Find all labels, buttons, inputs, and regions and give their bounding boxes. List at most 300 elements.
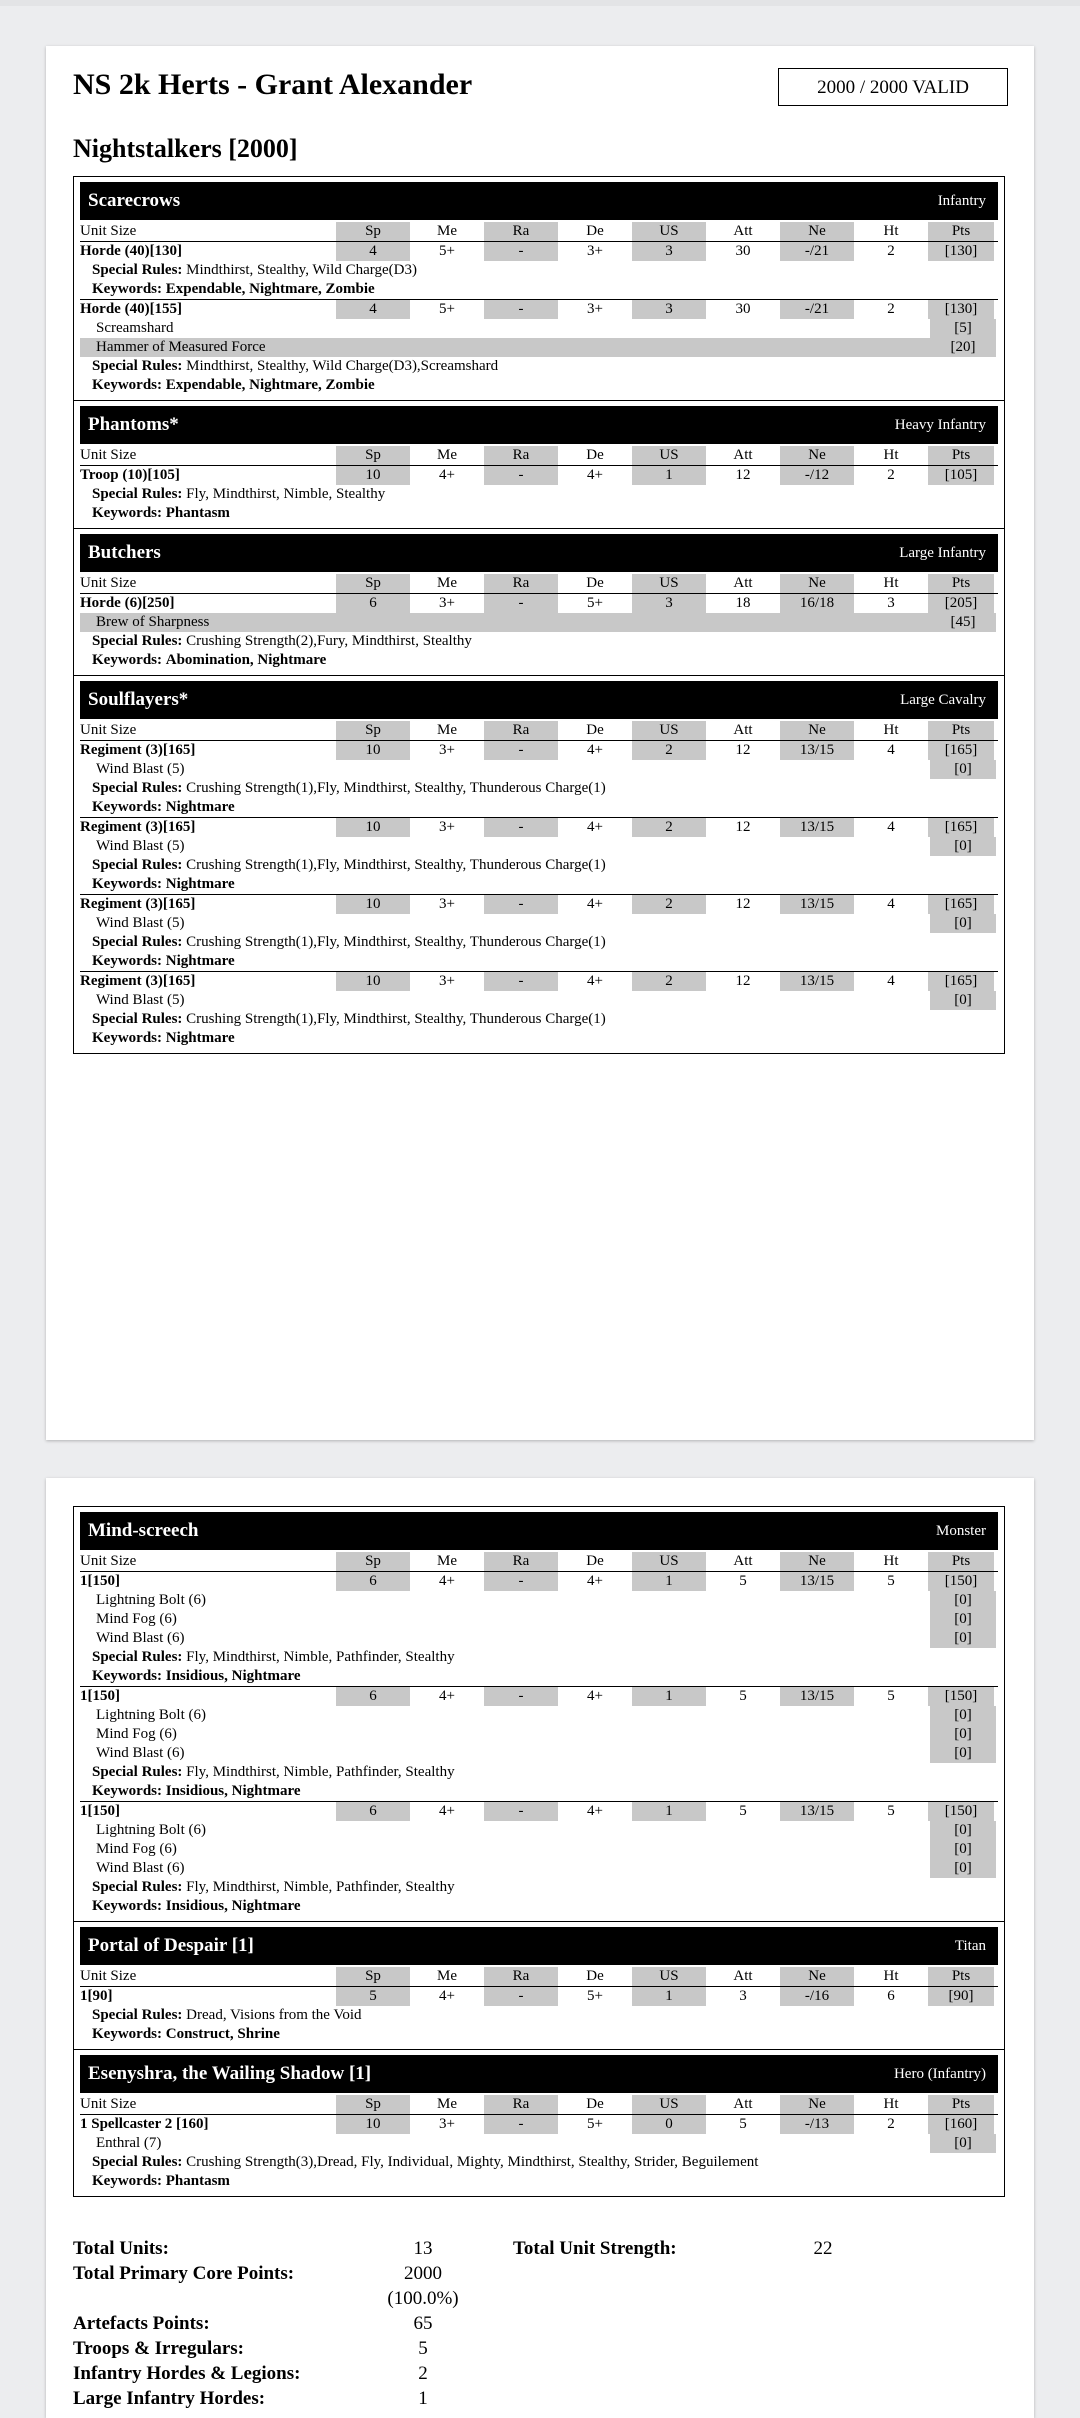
stat-value: - xyxy=(484,594,558,613)
column-header: Me xyxy=(437,722,457,738)
special-rules-text: Crushing Strength(1),Fly, Mindthirst, Stealthy, Thunderous Charge(1) xyxy=(186,780,606,796)
upgrade-points: [0] xyxy=(930,1629,996,1648)
column-header: Att xyxy=(733,1553,753,1569)
keywords-label: Keywords: xyxy=(92,652,162,668)
upgrade-item xyxy=(80,1840,998,1859)
unit-block xyxy=(74,2050,1004,2196)
keywords-label: Keywords: xyxy=(92,1783,162,1799)
stat-value: 5 xyxy=(739,1573,747,1589)
column-header: Me xyxy=(437,1968,457,1984)
special-rules xyxy=(80,1878,998,1897)
upgrade-points: [0] xyxy=(930,1610,996,1629)
upgrade-item xyxy=(80,1706,998,1725)
column-header: Ne xyxy=(780,222,854,241)
special-rules-text: Crushing Strength(1),Fly, Mindthirst, Stealthy, Thunderous Charge(1) xyxy=(186,1011,606,1027)
keywords xyxy=(80,651,998,670)
upgrade-name: Mind Fog (6) xyxy=(96,1841,177,1857)
upgrade-item xyxy=(80,1725,998,1744)
stat-value: [150] xyxy=(928,1572,994,1591)
column-header: US xyxy=(632,222,706,241)
unit-header xyxy=(80,1927,998,1965)
stat-value: [165] xyxy=(928,818,994,837)
column-header: Pts xyxy=(928,2095,994,2114)
column-header: Att xyxy=(733,223,753,239)
stat-value: 13/15 xyxy=(780,741,854,760)
column-header: De xyxy=(586,1968,604,1984)
upgrade-points: [0] xyxy=(930,1744,996,1763)
unit-name: Butchers xyxy=(88,542,161,563)
stat-value: 3 xyxy=(632,300,706,319)
upgrade-name: Wind Blast (5) xyxy=(96,992,185,1008)
stat-value: [165] xyxy=(928,741,994,760)
keywords-text: Phantasm xyxy=(165,2173,230,2189)
upgrade-points: [0] xyxy=(930,914,996,933)
stat-value: 10 xyxy=(336,818,410,837)
stat-value: 4+ xyxy=(587,1573,603,1589)
stat-value: [150] xyxy=(928,1687,994,1706)
summary-value: (100.0%) xyxy=(387,2288,459,2309)
column-header: Pts xyxy=(928,574,994,593)
stat-value: 30 xyxy=(735,243,751,259)
unit-block xyxy=(74,177,1004,401)
column-header: Ht xyxy=(883,223,899,239)
keywords-text: Insidious, Nightmare xyxy=(165,1668,301,1684)
special-rules-text: Fly, Mindthirst, Nimble, Pathfinder, Stealthy xyxy=(186,1879,455,1895)
upgrade-points: [0] xyxy=(930,991,996,1010)
special-rules-label: Special Rules: xyxy=(92,1011,183,1027)
upgrade-points: [45] xyxy=(930,613,996,632)
column-header: Ne xyxy=(780,1967,854,1986)
unit-size: 1[90] xyxy=(80,1988,113,2004)
stat-value: 4+ xyxy=(587,819,603,835)
summary-label xyxy=(73,2286,373,2311)
column-header: Me xyxy=(437,1553,457,1569)
column-header: Ra xyxy=(484,446,558,465)
summary-row xyxy=(73,2361,973,2386)
keywords-text: Insidious, Nightmare xyxy=(165,1898,301,1914)
special-rules-label: Special Rules: xyxy=(92,358,183,374)
stat-value: 4+ xyxy=(439,1803,455,1819)
stat-row xyxy=(80,1687,998,1706)
unit-size: Regiment (3)[165] xyxy=(80,819,196,835)
stat-value: 4+ xyxy=(587,973,603,989)
column-header: US xyxy=(632,2095,706,2114)
upgrade-item xyxy=(80,1591,998,1610)
stat-value: 0 xyxy=(632,2115,706,2134)
stat-value: 6 xyxy=(336,594,410,613)
upgrade-points: [0] xyxy=(930,1840,996,1859)
stat-value: 10 xyxy=(336,972,410,991)
stat-header-row xyxy=(80,1552,998,1572)
column-header: Me xyxy=(437,447,457,463)
stat-value: [165] xyxy=(928,895,994,914)
column-header: Pts xyxy=(928,1552,994,1571)
unit-size: Regiment (3)[165] xyxy=(80,896,196,912)
column-header: De xyxy=(586,2096,604,2112)
keywords-label: Keywords: xyxy=(92,876,162,892)
stat-value: 5+ xyxy=(587,1988,603,2004)
keywords xyxy=(80,376,998,395)
stat-header-row xyxy=(80,446,998,466)
stat-value: 4 xyxy=(336,242,410,261)
stat-value: - xyxy=(484,1687,558,1706)
unit-name: Soulflayers* xyxy=(88,689,189,710)
upgrade-points: [20] xyxy=(930,338,996,357)
stat-value: 5+ xyxy=(439,301,455,317)
unit-type: Monster xyxy=(936,1522,986,1539)
keywords-text: Construct, Shrine xyxy=(165,2026,280,2042)
upgrade-name: Wind Blast (6) xyxy=(96,1630,185,1646)
unit-name: Esenyshra, the Wailing Shadow [1] xyxy=(88,2063,372,2084)
column-header: Att xyxy=(733,447,753,463)
special-rules xyxy=(80,1648,998,1667)
unit-name: Mind-screech xyxy=(88,1520,199,1541)
special-rules-label: Special Rules: xyxy=(92,486,183,502)
column-header: Me xyxy=(437,575,457,591)
keywords-label: Keywords: xyxy=(92,2026,162,2042)
unit-size: 1[150] xyxy=(80,1803,120,1819)
stat-value: 2 xyxy=(632,972,706,991)
stat-value: [205] xyxy=(928,594,994,613)
stat-value: - xyxy=(484,2115,558,2134)
stat-value: 30 xyxy=(735,301,751,317)
stat-value: 4 xyxy=(336,300,410,319)
stat-value: -/12 xyxy=(780,466,854,485)
keywords xyxy=(80,280,998,299)
stat-value: 13/15 xyxy=(780,1572,854,1591)
upgrade-name: Brew of Sharpness xyxy=(80,613,930,632)
summary-row xyxy=(73,2261,973,2286)
stat-value: 13/15 xyxy=(780,1802,854,1821)
stat-value: [160] xyxy=(928,2115,994,2134)
stat-value: 1 xyxy=(632,1687,706,1706)
column-header: Me xyxy=(437,2096,457,2112)
summary-label: Artefacts Points: xyxy=(73,2313,210,2334)
stat-value: 5+ xyxy=(439,243,455,259)
special-rules-text: Fly, Mindthirst, Nimble, Pathfinder, Stealthy xyxy=(186,1649,455,1665)
unit-entry xyxy=(80,741,998,817)
stat-value: 3+ xyxy=(439,742,455,758)
column-header: Ht xyxy=(883,575,899,591)
stat-value: 4+ xyxy=(439,1688,455,1704)
stat-value: 6 xyxy=(336,1687,410,1706)
stat-value: 3+ xyxy=(439,595,455,611)
stat-value: 12 xyxy=(735,896,751,912)
unit-size: Horde (6)[250] xyxy=(80,595,175,611)
column-header: Unit Size xyxy=(80,447,137,463)
upgrade-points: [0] xyxy=(930,2134,996,2153)
stat-value: 2 xyxy=(632,741,706,760)
unit-entry xyxy=(80,1686,998,1801)
upgrade-name: Lightning Bolt (6) xyxy=(96,1707,206,1723)
upgrade-points: [0] xyxy=(930,837,996,856)
unit-entry xyxy=(80,1801,998,1916)
unit-size: Horde (40)[130] xyxy=(80,243,183,259)
unit-entry xyxy=(80,1572,998,1686)
keywords xyxy=(80,798,998,817)
keywords-text: Expendable, Nightmare, Zombie xyxy=(165,281,375,297)
special-rules xyxy=(80,2006,998,2025)
stat-row xyxy=(80,466,998,485)
stat-value: 4+ xyxy=(587,896,603,912)
stat-value: 1 xyxy=(632,1572,706,1591)
special-rules xyxy=(80,933,998,952)
special-rules xyxy=(80,632,998,651)
stat-row xyxy=(80,2115,998,2134)
upgrade-item xyxy=(80,991,998,1010)
upgrade-item xyxy=(80,760,998,779)
stat-value: 6 xyxy=(336,1802,410,1821)
column-header: Att xyxy=(733,575,753,591)
stat-value: 2 xyxy=(887,2116,895,2132)
stat-value: 12 xyxy=(735,819,751,835)
unit-entry xyxy=(80,971,998,1048)
upgrade-points: [0] xyxy=(930,760,996,779)
stat-value: 2 xyxy=(632,818,706,837)
special-rules-label: Special Rules: xyxy=(92,1879,183,1895)
keywords xyxy=(80,875,998,894)
keywords-label: Keywords: xyxy=(92,2173,162,2189)
stat-value: 5 xyxy=(739,1688,747,1704)
column-header: Unit Size xyxy=(80,2096,137,2112)
stat-value: 12 xyxy=(735,973,751,989)
stat-row xyxy=(80,895,998,914)
column-header: Ra xyxy=(484,721,558,740)
stat-value: 12 xyxy=(735,742,751,758)
summary-label: Large Infantry Hordes: xyxy=(73,2388,266,2409)
summary-value: 13 xyxy=(413,2238,433,2259)
unit-type: Hero (Infantry) xyxy=(893,2065,986,2082)
stat-value: 2 xyxy=(887,301,895,317)
stat-row xyxy=(80,1802,998,1821)
stat-value: 18 xyxy=(735,595,751,611)
validity-box: 2000 / 2000 VALID xyxy=(778,68,1008,106)
column-header: US xyxy=(632,574,706,593)
keywords-label: Keywords: xyxy=(92,1898,162,1914)
special-rules-text: Fly, Mindthirst, Nimble, Stealthy xyxy=(186,486,386,502)
stat-value: 1 xyxy=(632,1987,706,2006)
stat-header-row xyxy=(80,222,998,242)
page-2 xyxy=(46,1478,1034,2418)
column-header: Att xyxy=(733,2096,753,2112)
summary-row xyxy=(73,2311,973,2336)
stat-value: [130] xyxy=(928,300,994,319)
stat-value: 2 xyxy=(887,467,895,483)
stat-value: 4+ xyxy=(439,1573,455,1589)
unit-header xyxy=(80,2055,998,2093)
stat-header-row xyxy=(80,1967,998,1987)
upgrade-name: Hammer of Measured Force xyxy=(80,338,930,357)
stat-value: - xyxy=(484,1572,558,1591)
summary-row xyxy=(73,2236,973,2261)
summary-label: Infantry Hordes & Legions: xyxy=(73,2363,301,2384)
stat-value: 3+ xyxy=(439,2116,455,2132)
column-header: Ht xyxy=(883,447,899,463)
column-header: Ra xyxy=(484,1967,558,1986)
list-title: NS 2k Herts - Grant Alexander xyxy=(73,68,473,101)
unit-size: Horde (40)[155] xyxy=(80,301,183,317)
stat-value: 5 xyxy=(887,1688,895,1704)
stat-value: [105] xyxy=(928,466,994,485)
column-header: Me xyxy=(437,223,457,239)
unit-entry xyxy=(80,1987,998,2044)
column-header: Sp xyxy=(336,446,410,465)
keywords-text: Abomination, Nightmare xyxy=(165,652,327,668)
stat-value: 12 xyxy=(735,467,751,483)
column-header: Att xyxy=(733,722,753,738)
column-header: Pts xyxy=(928,1967,994,1986)
column-header: Ht xyxy=(883,1968,899,1984)
special-rules-label: Special Rules: xyxy=(92,2007,183,2023)
unit-entry xyxy=(80,466,998,523)
unit-block xyxy=(74,1507,1004,1922)
column-header: US xyxy=(632,1967,706,1986)
special-rules-text: Crushing Strength(3),Dread, Fly, Individual, Mighty, Mindthirst, Stealthy, Strider, Beguilement xyxy=(186,2154,759,2170)
upgrade-item xyxy=(80,2134,998,2153)
unit-size: 1 Spellcaster 2 [160] xyxy=(80,2116,209,2132)
stat-value: - xyxy=(484,741,558,760)
column-header: Unit Size xyxy=(80,1968,137,1984)
summary-value: 5 xyxy=(418,2338,428,2359)
stat-value: -/16 xyxy=(780,1987,854,2006)
stat-value: 10 xyxy=(336,2115,410,2134)
unit-size: 1[150] xyxy=(80,1688,120,1704)
column-header: Ne xyxy=(780,2095,854,2114)
stat-value: - xyxy=(484,466,558,485)
column-header: Att xyxy=(733,1968,753,1984)
column-header: Ra xyxy=(484,574,558,593)
keywords xyxy=(80,952,998,971)
stat-value: 6 xyxy=(887,1988,895,2004)
upgrade-item xyxy=(80,1821,998,1840)
keywords xyxy=(80,1782,998,1801)
special-rules-text: Crushing Strength(2),Fury, Mindthirst, Stealthy xyxy=(186,633,472,649)
stat-value: - xyxy=(484,1987,558,2006)
unit-type: Large Cavalry xyxy=(900,691,986,708)
column-header: Sp xyxy=(336,2095,410,2114)
stat-row xyxy=(80,818,998,837)
special-rules-label: Special Rules: xyxy=(92,934,183,950)
stat-value: -/13 xyxy=(780,2115,854,2134)
column-header: Unit Size xyxy=(80,223,137,239)
stat-value: 4+ xyxy=(587,467,603,483)
column-header: Sp xyxy=(336,222,410,241)
stat-value: 10 xyxy=(336,741,410,760)
stat-value: 3+ xyxy=(439,819,455,835)
column-header: Ra xyxy=(484,222,558,241)
summary-label: Total Units: xyxy=(73,2238,169,2259)
army-summary xyxy=(73,2236,973,2411)
stat-value: 13/15 xyxy=(780,972,854,991)
column-header: Ht xyxy=(883,2096,899,2112)
keywords xyxy=(80,1897,998,1916)
summary-value: 2 xyxy=(418,2363,428,2384)
summary-label: Troops & Irregulars: xyxy=(73,2338,244,2359)
unit-entry xyxy=(80,2115,998,2191)
column-header: Ht xyxy=(883,722,899,738)
stat-value: [150] xyxy=(928,1802,994,1821)
stat-value: 3 xyxy=(887,595,895,611)
stat-value: - xyxy=(484,972,558,991)
summary-row xyxy=(73,2286,973,2311)
stat-value: 3 xyxy=(632,594,706,613)
keywords-label: Keywords: xyxy=(92,1030,162,1046)
keywords-label: Keywords: xyxy=(92,281,162,297)
stat-value: 4+ xyxy=(587,742,603,758)
column-header: Unit Size xyxy=(80,722,137,738)
page-1 xyxy=(46,46,1034,1440)
stat-value: -/21 xyxy=(780,300,854,319)
column-header: Pts xyxy=(928,222,994,241)
upgrade-name: Wind Blast (6) xyxy=(96,1860,185,1876)
upgrade-name: Lightning Bolt (6) xyxy=(96,1822,206,1838)
stat-value: 4 xyxy=(887,742,895,758)
special-rules xyxy=(80,856,998,875)
stat-value: 3+ xyxy=(587,243,603,259)
column-header: US xyxy=(632,1552,706,1571)
unit-size: Regiment (3)[165] xyxy=(80,973,196,989)
stat-value: 13/15 xyxy=(780,818,854,837)
unit-entry xyxy=(80,594,998,670)
stat-value: 13/15 xyxy=(780,895,854,914)
special-rules xyxy=(80,485,998,504)
summary-label: Total Unit Strength: xyxy=(513,2238,677,2259)
stat-value: - xyxy=(484,1802,558,1821)
upgrade-name: Wind Blast (5) xyxy=(96,761,185,777)
upgrade-points: [0] xyxy=(930,1859,996,1878)
stat-value: - xyxy=(484,300,558,319)
stat-value: - xyxy=(484,818,558,837)
stat-value: 2 xyxy=(632,895,706,914)
keywords-text: Phantasm xyxy=(165,505,230,521)
column-header: Pts xyxy=(928,721,994,740)
stat-value: 4 xyxy=(887,819,895,835)
summary-value: 65 xyxy=(413,2313,433,2334)
stat-value: 5 xyxy=(887,1803,895,1819)
special-rules-label: Special Rules: xyxy=(92,262,183,278)
stat-value: 1 xyxy=(632,466,706,485)
special-rules-text: Dread, Visions from the Void xyxy=(186,2007,362,2023)
column-header: US xyxy=(632,446,706,465)
stat-value: 1 xyxy=(632,1802,706,1821)
stat-value: 4+ xyxy=(587,1803,603,1819)
stat-value: 10 xyxy=(336,895,410,914)
keywords-text: Insidious, Nightmare xyxy=(165,1783,301,1799)
column-header: De xyxy=(586,223,604,239)
unit-name: Phantoms* xyxy=(88,414,179,435)
special-rules xyxy=(80,1763,998,1782)
stat-value: [130] xyxy=(928,242,994,261)
special-rules xyxy=(80,357,998,376)
keywords-text: Expendable, Nightmare, Zombie xyxy=(165,377,375,393)
unit-type: Large Infantry xyxy=(899,544,986,561)
upgrade-points: [0] xyxy=(930,1821,996,1840)
column-header: Ra xyxy=(484,2095,558,2114)
upgrade-points: [5] xyxy=(930,319,996,338)
stat-value: 3 xyxy=(632,242,706,261)
keywords-label: Keywords: xyxy=(92,799,162,815)
column-header: Ne xyxy=(780,574,854,593)
upgrade-item xyxy=(80,1610,998,1629)
column-header: Sp xyxy=(336,574,410,593)
special-rules-text: Crushing Strength(1),Fly, Mindthirst, Stealthy, Thunderous Charge(1) xyxy=(186,857,606,873)
column-header: Ne xyxy=(780,446,854,465)
upgrade-name: Mind Fog (6) xyxy=(96,1726,177,1742)
upgrade-points: [0] xyxy=(930,1706,996,1725)
column-header: De xyxy=(586,722,604,738)
column-header: Pts xyxy=(928,446,994,465)
summary-value: 22 xyxy=(813,2238,833,2259)
